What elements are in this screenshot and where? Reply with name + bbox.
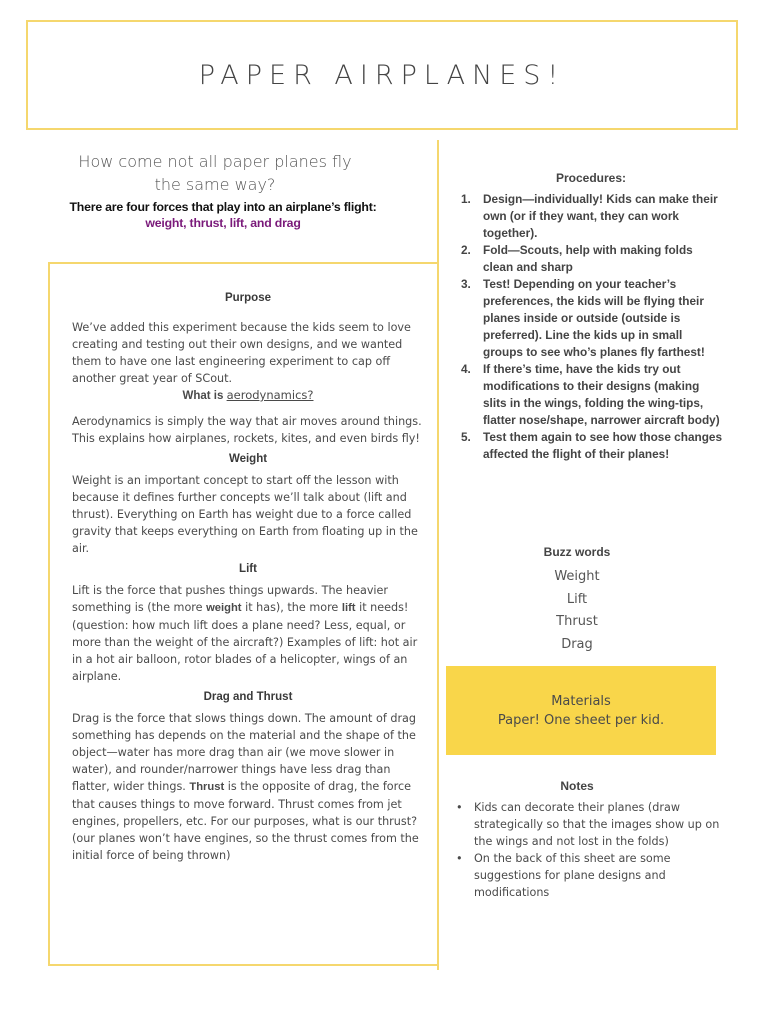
procedure-number: 1. (461, 192, 471, 206)
buzz-word: Weight (554, 569, 600, 584)
forces-list: weight, thrust, lift, and drag (145, 216, 301, 230)
note-text: On the back of this sheet are some suggestions for plane designs and modifications (474, 852, 671, 899)
procedure-item (455, 429, 725, 463)
lift-text-3: it needs! (question: how much lift does a plane need? Less, equal, or more than the weight of the aircraft?) Examples of lift: hot air in a hot air balloon, rotor blades of a helicopter, wings of an airplane. (72, 601, 418, 683)
purpose-text: We’ve added this experiment because the kids seem to love creating and testing out their own designs, and we wanted them to have one last engineering experiment to cap off another great year of SCout. (72, 321, 411, 385)
drag-bold-thrust: Thrust (189, 781, 225, 793)
procedure-text: Test them again to see how those changes affected the flight of their planes! (483, 430, 723, 461)
bullet-icon: • (456, 852, 463, 865)
drag-thrust-text (72, 710, 424, 864)
lift-text (72, 582, 424, 685)
column-divider (437, 140, 439, 970)
buzz-words-title: Buzz words (543, 545, 611, 559)
forces-intro: There are four forces that play into an airplane’s flight: (69, 200, 377, 214)
aerodynamics-term: aerodynamics? (226, 388, 314, 402)
procedure-item (455, 191, 725, 242)
procedure-number: 2. (461, 243, 471, 257)
bullet-icon: • (456, 801, 463, 814)
notes-list (452, 799, 722, 901)
aerodynamics-text: Aerodynamics is simply the way that air moves around things. This explains how airplanes, rockets, kites, and even birds fly! (72, 415, 422, 445)
procedure-text: Design—individually! Kids can make their own (or if they want, they can work together). (483, 192, 718, 240)
forces-intro-block (56, 199, 390, 231)
procedure-item (455, 242, 725, 276)
procedure-number: 4. (461, 362, 471, 376)
procedure-text: Fold—Scouts, help with making folds clean and sharp (483, 243, 693, 274)
weight-text: Weight is an important concept to start off the lesson with because it defines further concepts we’ll talk about (lift and thrust). Everything on Earth has weight due to a force called gravity that keeps everything on Earth from floating up in the air. (72, 474, 418, 555)
force-lift: lift (229, 216, 244, 230)
materials-title: Materials (551, 693, 611, 709)
notes-title: Notes (560, 779, 594, 793)
buzz-word: Drag (561, 636, 593, 652)
lift-bold-weight: weight (206, 602, 242, 614)
lift-text-2: it has), the more (241, 601, 342, 614)
drag-thrust-heading: Drag and Thrust (203, 691, 293, 703)
aerodynamics-question-prefix: What is (182, 390, 227, 402)
buzz-word: Lift (566, 591, 588, 607)
drag-text-1: Drag is the force that slows things down. The amount of drag something has depends on the material and the shape of the object—water has more drag than air (we move slower in water), and rounder/narrower things have less drag than flatter, wider things. (72, 712, 416, 793)
buzz-words-list (446, 566, 708, 656)
lift-text-1: Lift is the force that pushes things upwards. The heavier something is (the more (72, 584, 389, 614)
weight-heading: Weight (228, 453, 268, 465)
aerodynamics-question (72, 387, 424, 405)
buzz-word: Thrust (556, 614, 598, 630)
force-weight: weight (145, 216, 184, 230)
force-drag: drag (274, 216, 301, 230)
procedure-item (455, 276, 725, 361)
force-thrust: thrust (189, 216, 224, 230)
procedure-number: 5. (461, 430, 471, 444)
materials-text: Paper! One sheet per kid. (497, 712, 665, 728)
left-content (72, 290, 424, 864)
page-title: PAPER AIRPLANES! (198, 59, 566, 91)
procedure-text: Test! Depending on your teacher’s preferences, the kids will be flying their planes inside or outside (outside is preferred). Line the kids up in small groups to see who’s planes fly farthest! (483, 277, 705, 359)
title-box (26, 20, 738, 130)
note-text: Kids can decorate their planes (draw strategically so that the images show up on the wings and not lost in the folds) (474, 801, 720, 848)
procedures-list (455, 191, 725, 463)
materials-box (446, 666, 716, 755)
lift-heading: Lift (239, 563, 257, 575)
main-question: How come not all paper planes fly the same way? (78, 152, 352, 194)
purpose-heading: Purpose (224, 292, 271, 304)
note-item (452, 850, 722, 901)
procedure-item (455, 361, 725, 429)
forces-and: , and (243, 216, 275, 230)
lift-bold-lift: lift (341, 602, 356, 614)
procedure-number: 3. (461, 277, 471, 291)
procedures-title: Procedures: (555, 171, 627, 185)
drag-text-2: is the opposite of drag, the force that causes things to move forward. Thrust comes from jet engines, propellers, etc. For our purposes, what is our thrust? (our planes won’t have engines, so the thrust comes from the initial force of being thrown) (72, 780, 419, 862)
procedure-text: If there’s time, have the kids try out modifications to their designs (making slits in the wings, folding the wing-tips, flatter nose/shape, narrower aircraft body) (483, 362, 720, 427)
note-item (452, 799, 722, 850)
